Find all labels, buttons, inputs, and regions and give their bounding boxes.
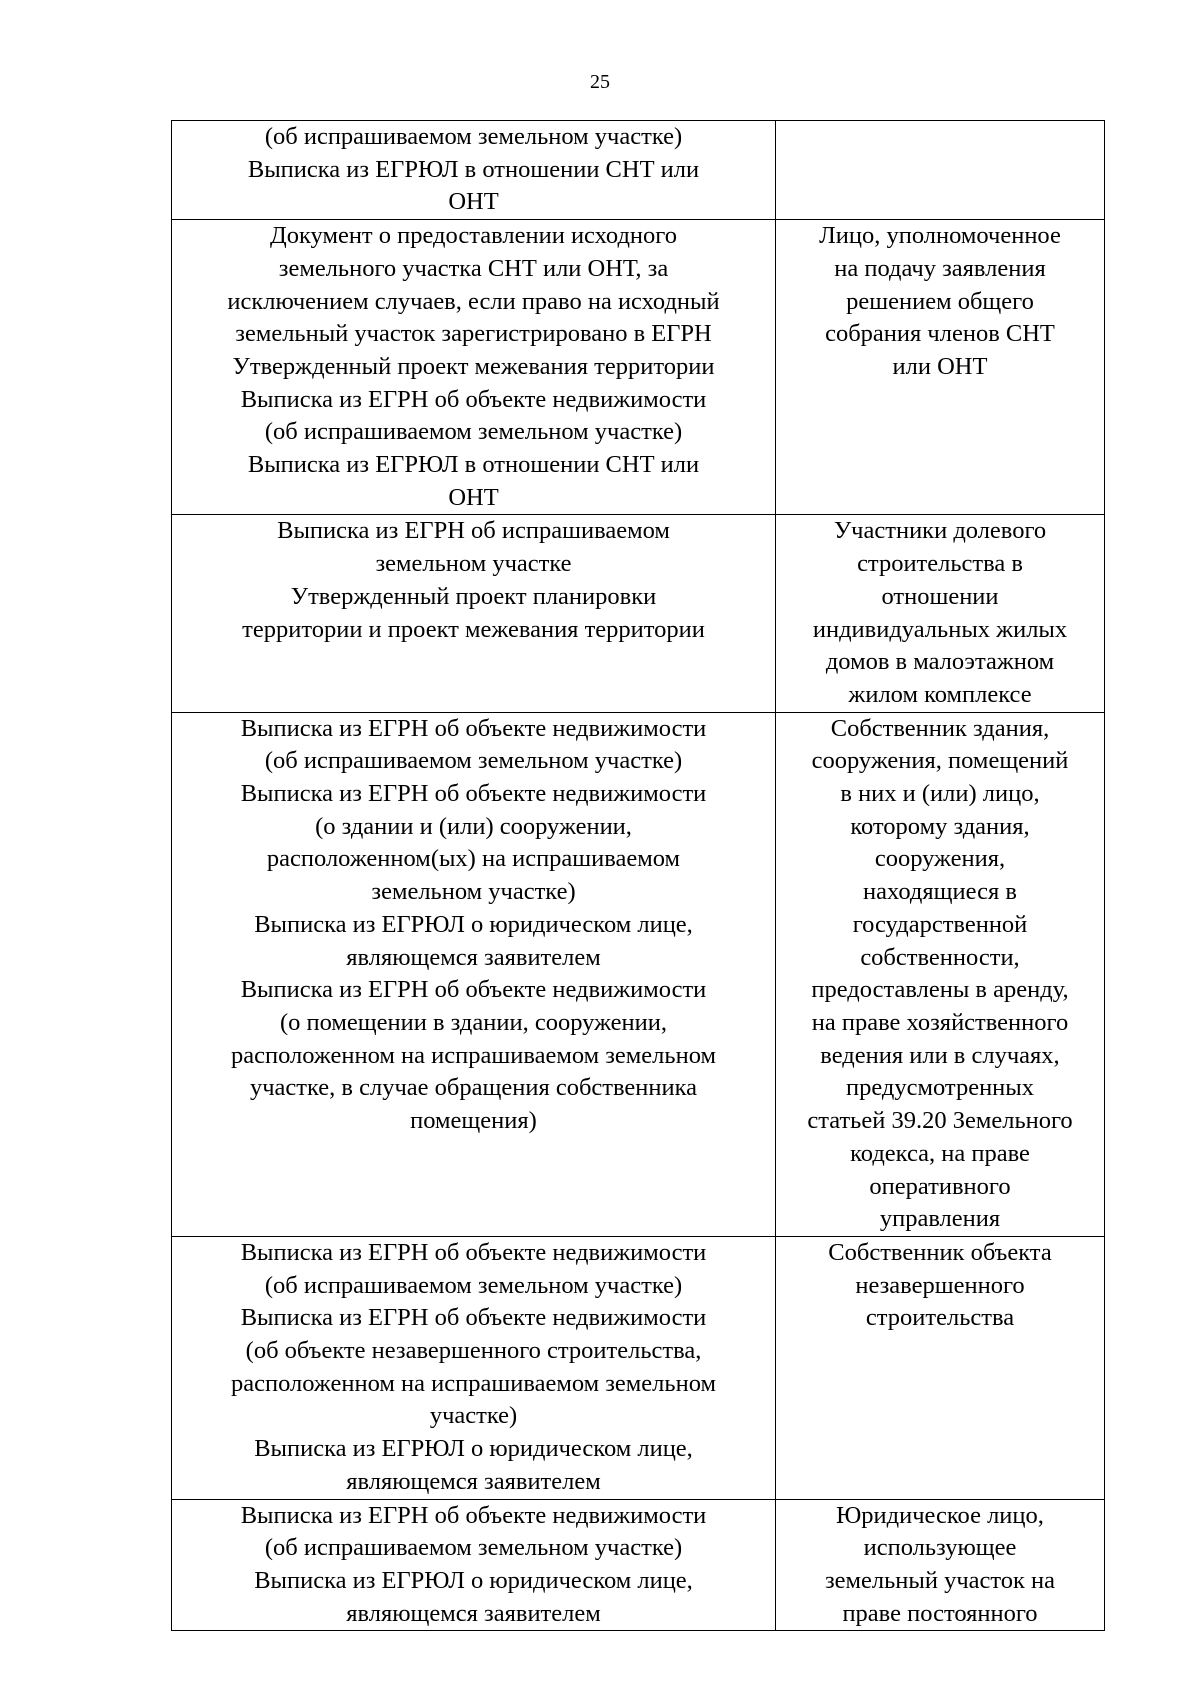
text-line: (об испрашиваемом земельном участке) [264,1271,683,1299]
text-line: сооружения, помещений [811,747,1069,775]
documents-cell [172,220,776,515]
text-line: Выписка из ЕГРН об объекте недвижимости [240,1304,707,1332]
text-line: жилом комплексе [848,680,1032,708]
text-line: исключением случаев, если право на исходный [227,287,720,315]
text-line: в них и (или) лицо, [840,780,1040,808]
text-line: земельного участка СНТ или ОНТ, за [278,254,669,282]
text-line: которому здания, [850,812,1030,840]
documents-cell [172,1236,776,1499]
documents-cell [172,712,776,1236]
text-line: собственности, [860,943,1020,971]
text-line: Выписка из ЕГРН об объекте недвижимости [240,1501,707,1529]
text-line: участке) [429,1402,518,1430]
table-row [172,1236,1105,1499]
text-line: на праве хозяйственного [811,1008,1069,1036]
text-line: Выписка из ЕГРН об объекте недвижимости [240,1238,707,1266]
text-line: на подачу заявления [834,254,1046,282]
text-line: индивидуальных жилых [812,615,1068,643]
text-line: расположенном на испрашиваемом земельном [231,1369,716,1397]
documents-cell [172,121,776,220]
text-line: Собственник здания, [830,714,1050,742]
page-number: 25 [590,71,610,93]
applicant-cell [776,1236,1105,1499]
table-row [172,1499,1105,1631]
applicant-cell [776,121,1105,220]
text-line: территории и проект межевания территории [242,615,705,643]
documents-cell [172,1499,776,1631]
documents-table [171,120,1105,1631]
text-line: праве постоянного [842,1599,1038,1627]
table-row [172,712,1105,1236]
text-line: Выписка из ЕГРЮЛ в отношении СНТ или [247,451,700,479]
text-line: земельном участке [375,550,572,578]
text-line: Выписка из ЕГРН об объекте недвижимости [240,385,707,413]
text-line: (об испрашиваемом земельном участке) [264,747,683,775]
text-line: кодекса, на праве [850,1139,1030,1167]
text-line: ОНТ [448,188,499,216]
text-line: Утвержденный проект планировки [290,582,657,610]
table-row [172,220,1105,515]
text-line: предусмотренных [846,1074,1034,1102]
text-line: (о помещении в здании, сооружении, [279,1008,668,1036]
text-line: собрания членов СНТ [825,320,1055,348]
text-line: Документ о предоставлении исходного [270,222,677,250]
text-line: незавершенного [855,1271,1025,1299]
text-line: Выписка из ЕГРЮЛ о юридическом лице, [254,910,693,938]
text-line: строительства в [857,550,1023,578]
text-line: использующее [863,1534,1017,1562]
text-line: (об испрашиваемом земельном участке) [264,1534,683,1562]
text-line: Выписка из ЕГРЮЛ о юридическом лице, [254,1566,693,1594]
text-line: помещения) [410,1107,537,1135]
text-line: Выписка из ЕГРН об объекте недвижимости [240,976,707,1004]
applicant-cell [776,515,1105,712]
text-line: Выписка из ЕГРН об испрашиваемом [277,517,670,545]
text-line: (об объекте незавершенного строительства, [245,1337,702,1365]
text-line: земельный участок зарегистрировано в ЕГРН [235,320,712,348]
applicant-cell [776,1499,1105,1631]
text-line: Участники долевого [833,517,1047,545]
documents-cell [172,515,776,712]
text-line: Собственник объекта [828,1238,1052,1266]
text-line: Выписка из ЕГРЮЛ в отношении СНТ или [247,155,700,183]
applicant-cell [776,220,1105,515]
text-line: ОНТ [448,483,499,511]
text-line: сооружения, [874,845,1006,873]
text-line: расположенном(ых) на испрашиваемом [266,845,681,873]
text-line: предоставлены в аренду, [811,976,1069,1004]
text-line: Лицо, уполномоченное [819,222,1061,250]
table-row [172,515,1105,712]
text-line: Выписка из ЕГРЮЛ о юридическом лице, [254,1435,693,1463]
text-line: расположенном на испрашиваемом земельном [231,1041,716,1069]
table-row [172,121,1105,220]
text-line: строительства [865,1304,1015,1332]
text-line: Выписка из ЕГРН об объекте недвижимости [240,714,707,742]
text-line: Юридическое лицо, [836,1501,1044,1529]
text-line: оперативного [869,1172,1011,1200]
text-line: статьей 39.20 Земельного [807,1107,1073,1135]
text-line: Утвержденный проект межевания территории [232,352,715,380]
text-line: являющемся заявителем [346,1467,601,1495]
text-line: Выписка из ЕГРН об объекте недвижимости [240,780,707,808]
text-line: земельном участке) [371,878,576,906]
text-line: являющемся заявителем [346,1599,601,1627]
text-line: находящиеся в [863,878,1017,906]
text-line: (об испрашиваемом земельном участке) [264,123,683,150]
text-line: решением общего [846,287,1034,315]
text-line: или ОНТ [892,352,988,380]
text-line: домов в малоэтажном [825,648,1055,676]
text-line: (о здании и (или) сооружении, [315,812,632,840]
text-line: являющемся заявителем [346,943,601,971]
applicant-cell [776,712,1105,1236]
text-line: земельный участок на [824,1566,1056,1594]
text-line: ведения или в случаях, [820,1041,1060,1069]
text-line: (об испрашиваемом земельном участке) [264,418,683,446]
text-line: управления [879,1205,1001,1233]
text-line: отношении [881,582,999,610]
text-line: участке, в случае обращения собственника [249,1074,698,1102]
text-line: государственной [852,910,1028,938]
